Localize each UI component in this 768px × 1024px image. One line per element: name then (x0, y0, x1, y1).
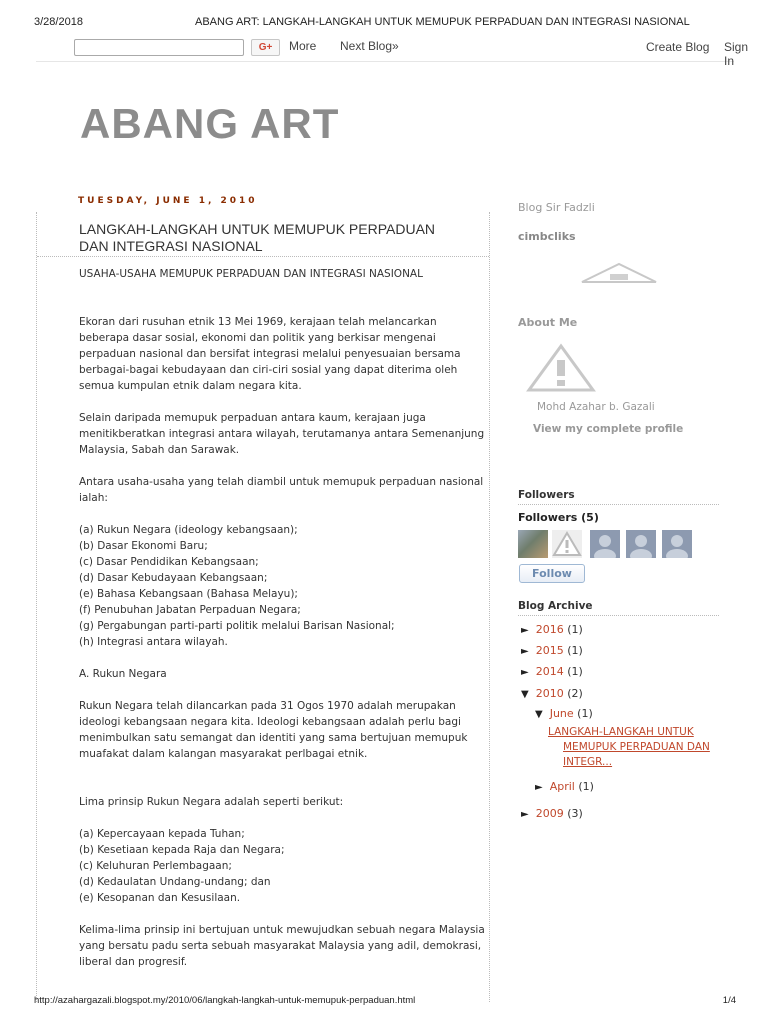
paragraph: Ekoran dari rusuhan etnik 13 Mei 1969, kerajaan telah melancarkan beberapa dasar sosial, ekonomi dan politik yang berkisar mengenai perpaduan nasional dan bersifat integrasi melalui penyesuaian bersama berbagai-bagai kebudayaan dan ciri-ciri sosial yang dapat diterima oleh semua kumpulan etnik dalam negara kita. (79, 316, 461, 392)
list-item: (c) Keluhuran Perlembagaan; (79, 860, 232, 872)
archive-count: (1) (567, 644, 583, 657)
archive-month-april[interactable] (535, 780, 594, 793)
print-date: 3/28/2018 (34, 16, 83, 28)
blog-title[interactable]: ABANG ART (80, 100, 340, 147)
archive-year-link[interactable]: 2010 (535, 687, 564, 700)
archive-month-june[interactable] (535, 707, 593, 720)
more-link[interactable]: More (289, 39, 317, 53)
post-title[interactable]: LANGKAH-LANGKAH UNTUK MEMUPUK PERPADUAN DAN INTEGRASI NASIONAL (79, 221, 436, 254)
list-item: (c) Dasar Pendidikan Kebangsaan; (79, 556, 259, 568)
list-item: (d) Dasar Kebudayaan Kebangsaan; (79, 572, 268, 584)
page-url: http://azahargazali.blogspot.my/2010/06/langkah-langkah-untuk-memupuk-perpaduan.html (34, 995, 416, 1006)
cimbcliks-heading: cimbcliks (518, 230, 576, 243)
expand-arrow-icon[interactable]: ► (535, 782, 543, 793)
archive-year-link[interactable]: 2016 (535, 623, 564, 636)
list-item: (h) Integrasi antara wilayah. (79, 636, 228, 648)
profile-photo-placeholder-icon[interactable] (526, 343, 596, 393)
archive-month-link[interactable]: April (549, 780, 575, 793)
title-divider (37, 256, 489, 257)
archive-year-2015[interactable] (521, 644, 583, 657)
page-number: 1/4 (722, 995, 736, 1006)
archive-year-link[interactable]: 2009 (535, 807, 564, 820)
archive-year-2009[interactable] (521, 807, 583, 820)
paragraph: Antara usaha-usaha yang telah diambil untuk memupuk perpaduan nasional ialah: (79, 476, 484, 504)
google-plus-button[interactable]: G+ (251, 39, 280, 56)
follower-avatar-default-icon[interactable] (626, 530, 656, 558)
archive-year-2016[interactable] (521, 623, 583, 636)
list-item: (e) Bahasa Kebangsaan (Bahasa Melayu); (79, 588, 298, 600)
follower-avatar-default-icon[interactable] (590, 530, 620, 558)
cimbcliks-banner-icon[interactable] (580, 262, 658, 284)
collapse-arrow-icon[interactable]: ▼ (521, 689, 529, 700)
next-blog-link[interactable]: Next Blog» (340, 39, 399, 53)
collapse-arrow-icon[interactable]: ▼ (535, 709, 543, 720)
sign-in-link[interactable]: Sign In (724, 40, 749, 68)
post-body (79, 266, 489, 970)
expand-arrow-icon[interactable]: ► (521, 625, 529, 636)
archive-year-link[interactable]: 2015 (535, 644, 564, 657)
archive-count: (2) (567, 687, 583, 700)
archive-year-2014[interactable] (521, 665, 583, 678)
post (36, 212, 490, 1002)
followers-count: Followers (5) (518, 511, 599, 524)
expand-arrow-icon[interactable]: ► (521, 646, 529, 657)
section-heading: A. Rukun Negara (79, 668, 167, 680)
expand-arrow-icon[interactable]: ► (521, 809, 529, 820)
post-date: TUESDAY, JUNE 1, 2010 (78, 196, 258, 206)
archive-post-link[interactable]: LANGKAH-LANGKAH UNTUK MEMUPUK PERPADUAN DAN INTEGR... (548, 726, 710, 768)
blogger-navbar (36, 36, 749, 68)
follower-avatar-default-icon[interactable] (662, 530, 692, 558)
paragraph: Rukun Negara telah dilancarkan pada 31 Ogos 1970 adalah merupakan ideologi kebangsaan negara kita. Ideologi kebangsaan adalah perlu bagi menimbulkan satu semangat dan identiti yang sama bertujuan memupuk muafakat dalam kalangan masyarakat perlbagai etnik. (79, 700, 468, 760)
archive-count: (1) (578, 780, 594, 793)
view-profile-link[interactable]: View my complete profile (533, 423, 684, 435)
follower-avatar[interactable] (518, 530, 548, 558)
archive-count: (1) (567, 665, 583, 678)
archive-count: (3) (567, 807, 583, 820)
blog-sir-fadzli-link[interactable]: Blog Sir Fadzli (518, 201, 595, 214)
archive-count: (1) (567, 623, 583, 636)
print-footer (34, 995, 736, 1006)
list-item: (a) Rukun Negara (ideology kebangsaan); (79, 524, 298, 536)
about-me-heading: About Me (518, 316, 578, 329)
list-item: (e) Kesopanan dan Kesusilaan. (79, 892, 241, 904)
expand-arrow-icon[interactable]: ► (521, 667, 529, 678)
followers-heading: Followers (518, 489, 719, 505)
archive-year-2010[interactable] (521, 687, 583, 700)
archive-year-link[interactable]: 2014 (535, 665, 564, 678)
list-item: (f) Penubuhan Jabatan Perpaduan Negara; (79, 604, 301, 616)
paragraph: Lima prinsip Rukun Negara adalah seperti berikut: (79, 796, 344, 808)
list-item: (g) Pergabungan parti-parti politik melalui Barisan Nasional; (79, 620, 395, 632)
paragraph: Kelima-lima prinsip ini bertujuan untuk mewujudkan sebuah negara Malaysia yang bersatu padu serta sebuah masyarakat Malaysia yang adil, demokrasi, liberal dan progresif. (79, 924, 485, 968)
search-input[interactable] (74, 39, 244, 56)
list-item: (b) Dasar Ekonomi Baru; (79, 540, 208, 552)
follow-button[interactable]: Follow (519, 564, 585, 583)
archive-count: (1) (577, 707, 593, 720)
post-subtitle: USAHA-USAHA MEMUPUK PERPADUAN DAN INTEGRASI NASIONAL (79, 268, 423, 280)
print-title: ABANG ART: LANGKAH-LANGKAH UNTUK MEMUPUK PERPADUAN DAN INTEGRASI NASIONAL (195, 16, 690, 28)
paragraph: Selain daripada memupuk perpaduan antara kaum, kerajaan juga menitikberatkan integrasi antara wilayah, terutamanya antara Semenanjung Malaysia, Sabah dan Sarawak. (79, 412, 485, 456)
profile-name[interactable]: Mohd Azahar b. Gazali (537, 401, 655, 413)
create-blog-link[interactable]: Create Blog (646, 40, 710, 54)
list-item: (a) Kepercayaan kepada Tuhan; (79, 828, 245, 840)
list-item: (d) Kedaulatan Undang-undang; dan (79, 876, 271, 888)
blog-archive-heading: Blog Archive (518, 600, 719, 616)
archive-month-link[interactable]: June (549, 707, 574, 720)
follower-avatar-placeholder-icon[interactable] (552, 530, 582, 558)
list-item: (b) Kesetiaan kepada Raja dan Negara; (79, 844, 285, 856)
